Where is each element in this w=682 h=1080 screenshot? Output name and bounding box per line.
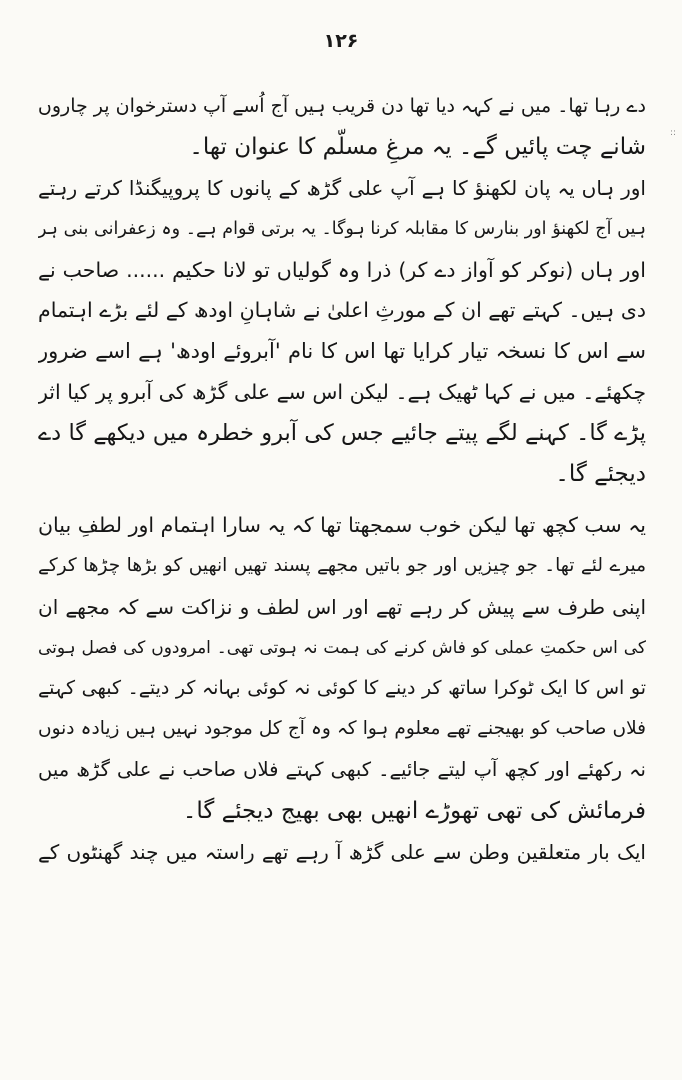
text-line: اپنی طرف سے پیش کر رہے تھے اور اس لطف و نزاکت سے کہ مجھے ان — [38, 594, 646, 619]
text-line: دی ہیں۔ کہتے تھے ان کے مورثِ اعلیٰ نے شاہانِ اودھ کے لئے بڑے اہتمام — [38, 298, 646, 323]
text-line: نہ رکھئے اور کچھ آپ لیتے جائیے۔ کبھی کہتے فلاں صاحب نے علی گڑھ میں — [38, 758, 646, 782]
text-line: کی اس حکمتِ عملی کو فاش کرنے کی ہمت نہ ہوتی تھی۔ امرودوں کی فصل ہوتی — [38, 637, 646, 658]
text-line: فلاں صاحب کو بھیجنے تھے معلوم ہوا کہ وہ آج کل موجود نہیں ہیں زیادہ دنوں — [38, 718, 646, 740]
text-line: یہ سب کچھ تھا لیکن خوب سمجھتا تھا کہ یہ سارا اہتمام اور لطفِ بیان — [38, 512, 646, 537]
margin-marks: :: — [669, 128, 677, 138]
text-line: دے رہا تھا۔ میں نے کہہ دیا تھا دن قریب ہیں آج اُسے آپ دسترخوان پر چاروں — [38, 95, 646, 117]
text-line: تو اس کا ایک ٹوکرا ساتھ کر دینے کا کوئی نہ کوئی بہانہ کر دیتے۔ کبھی کہتے — [38, 677, 646, 700]
text-line: چکھئے۔ میں نے کہا ٹھیک ہے۔ لیکن اس سے علی گڑھ کی آبرو پر کیا اثر — [38, 380, 646, 405]
text-line: سے اس کا نسخہ تیار کرایا تھا اس کا نام 'آبروئے اودھ' ہے اسے ضرور — [38, 339, 646, 364]
text-line: دیجئے گا۔ — [555, 461, 646, 488]
text-line: فرمائش کی تھی تھوڑے انھیں بھی بھیج دیجئے گا۔ — [182, 798, 646, 825]
text-line: شانے چت پائیں گے۔ یہ مرغِ مسلّم کا عنوان تھا۔ — [189, 133, 646, 160]
text-line: ہیں آج لکھنؤ اور بنارس کا مقابلہ کرنا ہوگا۔ یہ برتی قوام ہے۔ وہ زعفرانی بنی ہر — [38, 218, 646, 239]
text-line: اور ہاں (نوکر کو آواز دے کر) ذرا وہ گولیاں تو لانا حکیم ...... صاحب نے — [38, 257, 646, 282]
text-line: اور ہاں یہ پان لکھنؤ کا ہے آپ علی گڑھ کے پانوں کا پروپیگنڈا کرتے رہتے — [38, 175, 646, 200]
text-line: ایک بار متعلقین وطن سے علی گڑھ آ رہے تھے راستہ میں چند گھنٹوں کے — [38, 840, 646, 865]
page-number: ۱۲۶ — [323, 30, 359, 52]
body-text — [38, 86, 646, 873]
text-line: پڑے گا۔ کہنے لگے پیتے جائیے جس کی آبرو خطرہ میں دیکھے گا دے — [38, 420, 646, 447]
text-line: میرے لئے تھا۔ جو چیزیں اور جو باتیں مجھے پسند تھیں انھیں کو بڑھا چڑھا کرکے — [38, 554, 646, 576]
